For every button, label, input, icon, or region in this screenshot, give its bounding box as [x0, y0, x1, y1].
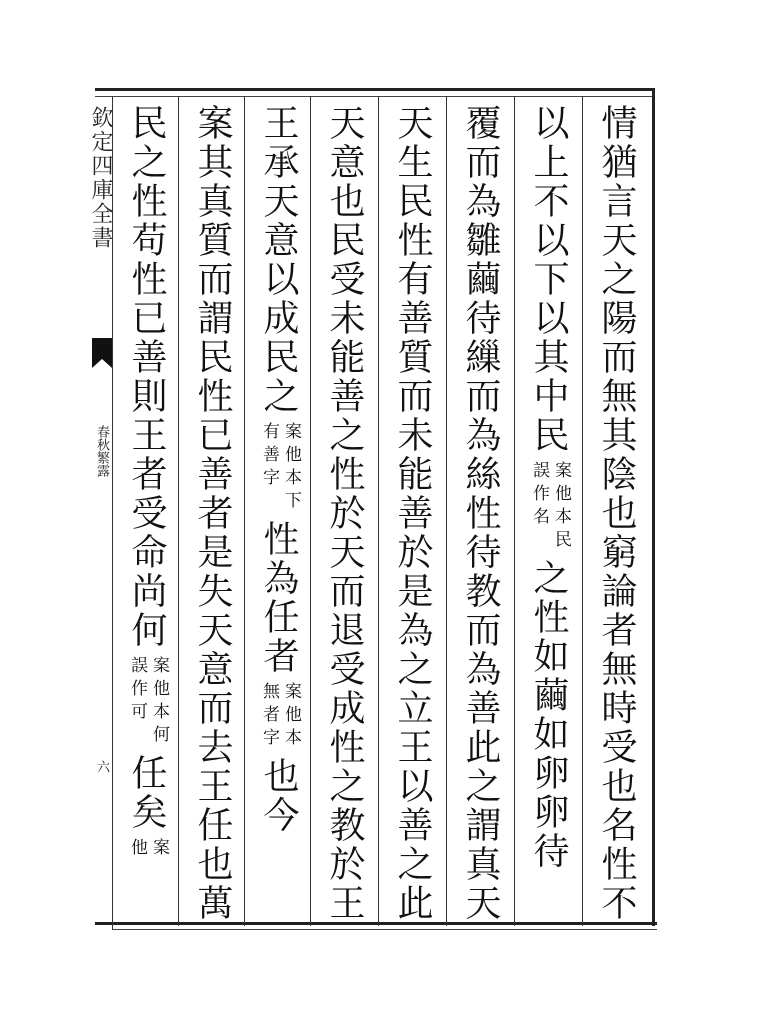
- collation-note: [526, 461, 574, 553]
- note-line-left: 有善字: [259, 422, 279, 491]
- note-line-left: 誤作名: [529, 461, 549, 530]
- column-rule: [514, 96, 515, 926]
- main-text: 天生民性有善質而未能善於是為之立王以善之此: [392, 104, 433, 923]
- text-column-2: [526, 104, 574, 924]
- column-rule: [582, 96, 583, 926]
- frame-bottom-inner-rule: [112, 929, 657, 930]
- note-line-left: 誤作可: [127, 656, 147, 725]
- column-rule: [378, 96, 379, 926]
- text-column-3: [458, 104, 506, 924]
- main-text: 也今: [258, 757, 299, 835]
- text-column-4: [390, 104, 438, 924]
- column-rule: [244, 96, 245, 926]
- note-line-left: 他: [127, 838, 147, 861]
- main-text: 王承天意以成民之: [258, 104, 299, 416]
- text-column-1: [594, 104, 642, 924]
- column-rule: [446, 96, 447, 926]
- collation-note: [124, 838, 172, 861]
- text-column-8: [124, 104, 172, 924]
- main-text: 之性如繭如卵卵待: [528, 559, 569, 871]
- collation-note: [256, 422, 304, 514]
- margin-collection-title: 欽定四庫全書: [88, 106, 113, 250]
- note-line-right: 案他本民: [551, 461, 571, 553]
- note-line-right: 案他本: [281, 682, 301, 751]
- note-line-right: 案: [149, 838, 169, 861]
- note-line-right: 案他本下: [281, 422, 301, 514]
- column-rule: [178, 96, 179, 926]
- collation-note: [124, 656, 172, 748]
- text-column-6: [256, 104, 304, 924]
- main-text: 任矣: [126, 754, 167, 832]
- frame-top-inner-rule: [95, 96, 655, 97]
- main-text: 民之性苟性已善則王者受命尚何: [126, 104, 167, 650]
- note-line-left: 無者字: [259, 682, 279, 751]
- main-text: 情猶言天之陽而無其陰也窮論者無時受也名性不: [596, 104, 637, 923]
- margin-page-number: 六: [94, 760, 109, 773]
- text-column-7: [190, 104, 238, 924]
- main-text: 以上不以下以其中民: [528, 104, 569, 455]
- main-text: 天意也民受未能善之性於天而退受成性之教於王: [324, 104, 365, 923]
- collation-note: [256, 682, 304, 751]
- frame-right-rule: [652, 88, 655, 926]
- margin-book-title: 春秋繁露: [94, 425, 109, 477]
- main-text: 性為任者: [258, 520, 299, 676]
- main-text: 覆而為雛繭待繅而為絲性待教而為善此之謂真天: [460, 104, 501, 923]
- frame-top-rule: [95, 88, 655, 91]
- note-line-right: 案他本何: [149, 656, 169, 748]
- main-text: 案其真質而謂民性已善者是失天意而去王任也萬: [192, 104, 233, 923]
- text-column-5: [322, 104, 370, 924]
- column-rule: [310, 96, 311, 926]
